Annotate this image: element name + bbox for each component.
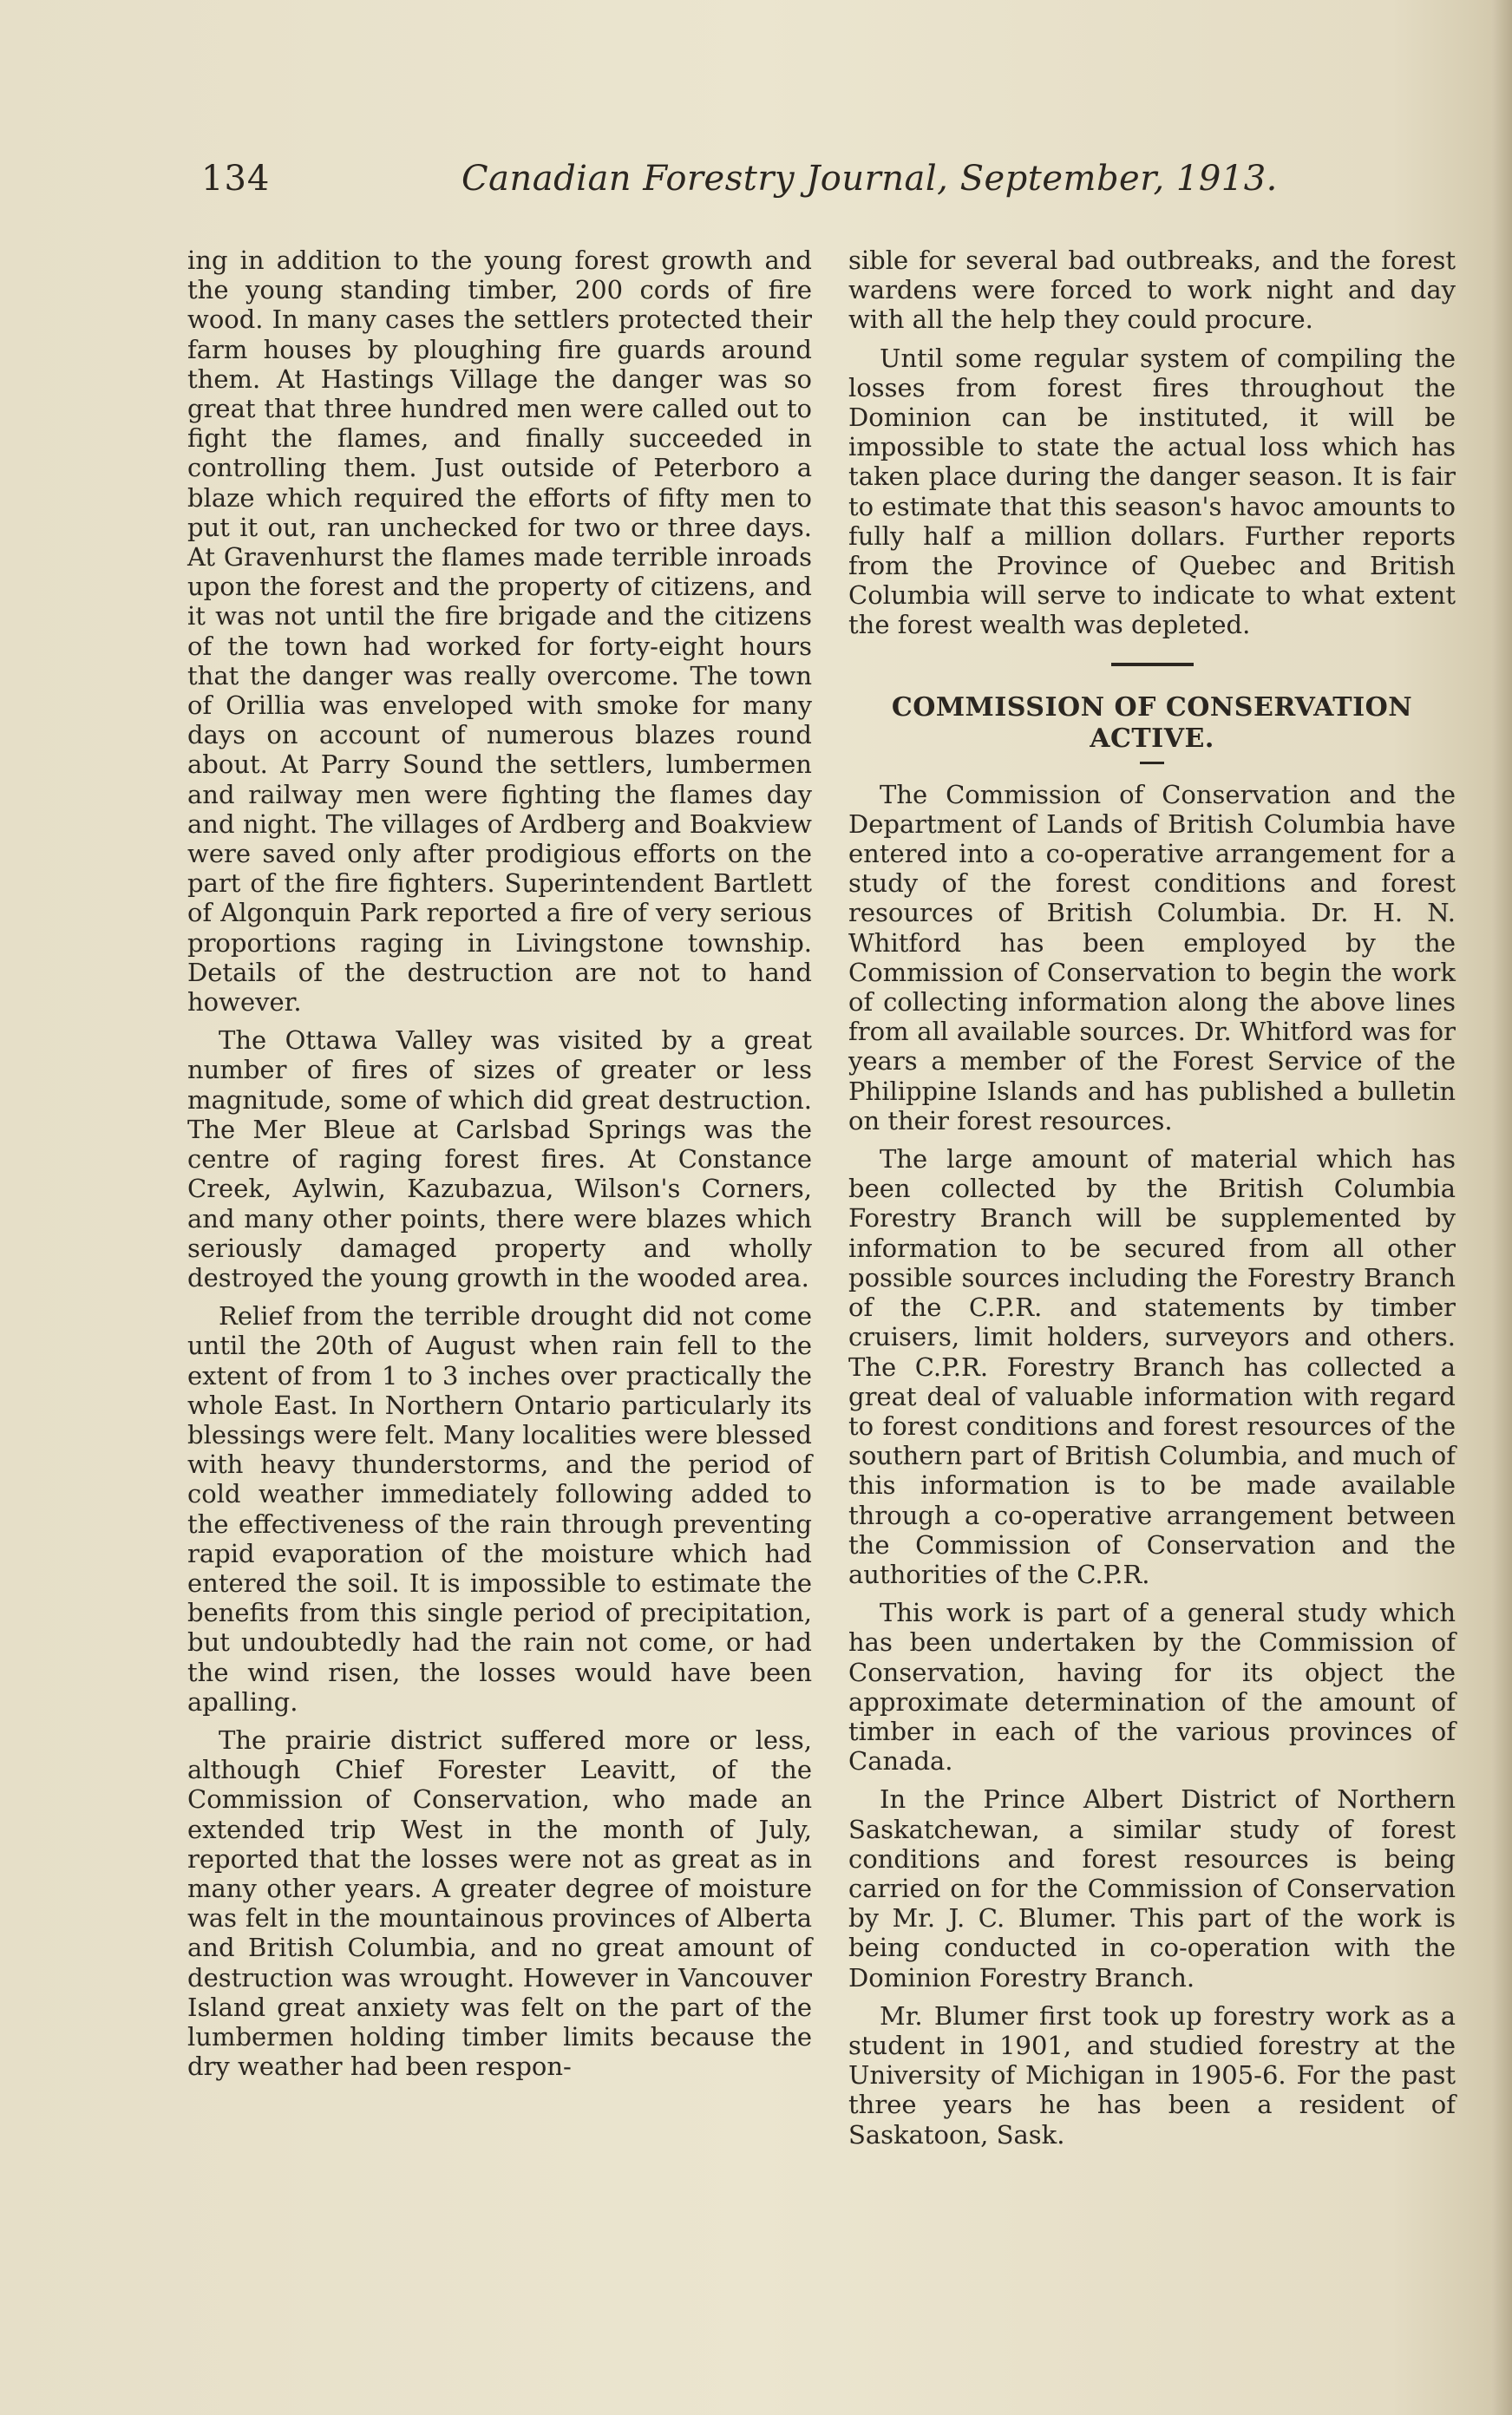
right-paragraph-5: This work is part of a general study which has been undertaken by the Commission of Conservation, having for its object the approximate determination of the amount of timber in each of the various provinces of Canada.	[848, 1598, 1456, 1777]
section-heading: COMMISSION OF CONSERVATION ACTIVE.	[891, 691, 1413, 754]
left-paragraph-2: The Ottawa Valley was visited by a great number of fires of sizes of greater or less magnitude, some of which did great destruction. The Mer Bleue at Carlsbad Springs was the centre of raging forest fires. At Constance Creek, Aylwin, Kazubazua, Wilson's Corners, and many other points, there were blazes which seriously damaged property and wholly destroyed the young growth in the wooded area.	[187, 1025, 812, 1293]
right-paragraph-6: In the Prince Albert District of Northern Saskatchewan, a similar study of forest conditions and forest resources is being carried on for the Commission of Conservation by Mr. J. C. Blumer. This part of the work is being conducted in co-operation with the Dominion Forestry Branch.	[848, 1784, 1456, 1993]
right-paragraph-2: Until some regular system of compiling the losses from forest fires throughout the Dominion can be instituted, it will be impossible to state the actual loss which has taken place during the danger season. It is fair to estimate that this season's havoc amounts to fully half a million dollars. Further reports from the Province of Quebec and British Columbia will serve to indicate to what extent the forest wealth was depleted.	[848, 343, 1456, 640]
right-paragraph-7: Mr. Blumer first took up forestry work as a student in 1901, and studied forestry at the University of Michigan in 1905-6. For the past three years he has been a resident of Saskatoon, Sask.	[848, 2000, 1456, 2150]
page-number: 134	[201, 159, 271, 199]
running-title: Canadian Forestry Journal, September, 1913.	[461, 159, 1278, 199]
right-paragraph-4: The large amount of material which has been collected by the British Columbia Forestry Branch will be supplemented by information to be secured from all other possible sources including the Forestry Branch of the C.P.R. and statements by timber cruisers, limit holders, surveyors and others. The C.P.R. Forestry Branch has collected a great deal of valuable information with regard to forest conditions and forest resources of the southern part of British Columbia, and much of this information is to be made available through a co-operative arrangement between the Commission of Conservation and the authorities of the C.P.R.	[848, 1144, 1456, 1589]
right-paragraph-1: sible for several bad outbreaks, and the forest wardens were forced to work night and day with all the help they could procure.	[848, 245, 1456, 335]
left-paragraph-4: The prairie district suffered more or less, although Chief Forester Leavitt, of the Commission of Conservation, who made an extended trip West in the month of July, reported that the losses were not as great as in many other years. A greater degree of moisture was felt in the mountainous provinces of Alberta and British Columbia, and no great amount of destruction was wrought. However in Vancouver Island great anxiety was felt on the part of the lumbermen holding timber limits because the dry weather had been respon-	[187, 1725, 812, 2082]
heading-underline	[1140, 762, 1164, 764]
right-column	[848, 245, 1456, 2158]
left-paragraph-3: Relief from the terrible drought did not come until the 20th of August when rain fell to the extent of from 1 to 3 inches over practically the whole East. In Northern Ontario particularly its blessings were felt. Many localities were blessed with heavy thunderstorms, and the period of cold weather immediately following added to the effectiveness of the rain through preventing rapid evaporation of the moisture which had entered the soil. It is impossible to estimate the benefits from this single period of precipitation, but undoubtedly had the rain not come, or had the wind risen, the losses would have been apalling.	[187, 1301, 812, 1717]
left-paragraph-1: ing in addition to the young forest growth and the young standing timber, 200 cords of fire wood. In many cases the settlers protected their farm houses by ploughing fire guards around them. At Hastings Village the danger was so great that three hundred men were called out to fight the flames, and finally succeeded in controlling them. Just outside of Peterboro a blaze which required the efforts of fifty men to put it out, ran unchecked for two or three days. At Gravenhurst the flames made terrible inroads upon the forest and the property of citizens, and it was not until the fire brigade and the citizens of the town had worked for forty-eight hours that the danger was really overcome. The town of Orillia was enveloped with smoke for many days on account of numerous blazes round about. At Parry Sound the settlers, lumbermen and railway men were fighting the flames day and night. The villages of Ardberg and Boakview were saved only after prodigious efforts on the part of the fire fighters. Superintendent Bartlett of Algonquin Park reported a fire of very serious proportions raging in Livingstone township. Details of the destruction are not to hand however.	[187, 245, 812, 1018]
right-paragraph-3: The Commission of Conservation and the Department of Lands of British Columbia have entered into a co-operative arrangement for a study of the forest conditions and forest resources of British Columbia. Dr. H. N. Whitford has been employed by the Commission of Conservation to begin the work of collecting information along the above lines from all available sources. Dr. Whitford was for years a member of the Forest Service of the Philippine Islands and has published a bulletin on their forest resources.	[848, 779, 1456, 1136]
left-column	[187, 245, 812, 2090]
page-header	[201, 159, 1278, 211]
section-divider	[1111, 663, 1194, 666]
page-binding-edge	[1491, 0, 1512, 2415]
